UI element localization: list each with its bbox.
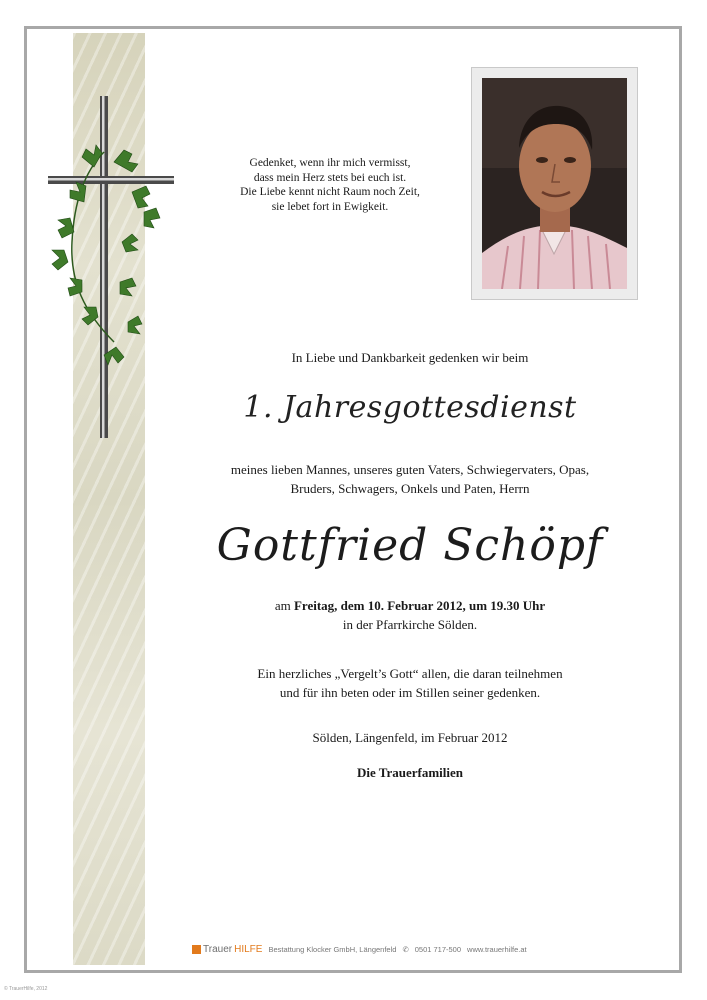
occasion-title: 1. Jahresgottesdienst bbox=[243, 390, 577, 425]
relation-line: Bruders, Schwagers, Onkels und Paten, Herrn bbox=[290, 481, 530, 496]
service-date-prefix: am bbox=[274, 598, 294, 613]
logo-mark-icon bbox=[192, 945, 201, 954]
thanks-line: Ein herzliches „Vergelt’s Gott“ allen, die daran teilnehmen bbox=[257, 666, 563, 681]
deceased-name: Gottfried Schöpf bbox=[216, 520, 604, 571]
service-date: Freitag, dem 10. Februar 2012, um 19.30 Uhr bbox=[293, 598, 546, 613]
trauerhilfe-logo bbox=[192, 944, 262, 955]
service-location: in der Pfarrkirche Sölden. bbox=[342, 617, 478, 632]
portrait-frame bbox=[471, 67, 638, 300]
footer-company: Bestattung Klocker GmbH, Längenfeld bbox=[268, 944, 397, 954]
signoff: Die Trauerfamilien bbox=[356, 765, 464, 780]
verse-line: Die Liebe kennt nicht Raum noch Zeit, bbox=[240, 186, 420, 198]
relation-text bbox=[150, 460, 670, 498]
memorial-verse bbox=[210, 156, 450, 214]
intro-text: In Liebe und Dankbarkeit gedenken wir beim bbox=[291, 350, 529, 365]
logo-text-part2: HILFE bbox=[234, 943, 263, 955]
phone-icon: ✆ bbox=[402, 944, 409, 954]
copyright: © TrauerHilfe, 2012 bbox=[4, 986, 48, 992]
footer-website[interactable]: www.trauerhilfe.at bbox=[467, 944, 527, 954]
footer-phone: 0501 717-500 bbox=[414, 944, 462, 954]
footer bbox=[192, 942, 527, 956]
place-date: Sölden, Längenfeld, im Februar 2012 bbox=[312, 730, 508, 745]
relation-line: meines lieben Mannes, unseres guten Vaters, Schwiegervaters, Opas, bbox=[230, 462, 590, 477]
verse-line: dass mein Herz stets bei euch ist. bbox=[253, 171, 407, 184]
portrait-photo bbox=[482, 78, 627, 289]
service-date-line bbox=[150, 596, 670, 615]
verse-line: sie lebet fort in Ewigkeit. bbox=[271, 200, 389, 213]
logo-text-part1: Trauer bbox=[203, 943, 233, 955]
thanks-text bbox=[150, 664, 670, 702]
thanks-line: und für ihn beten oder im Stillen seiner gedenken. bbox=[279, 685, 541, 700]
cross-icon bbox=[48, 96, 174, 438]
verse-line: Gedenket, wenn ihr mich vermisst, bbox=[249, 157, 411, 169]
service-details bbox=[150, 596, 670, 634]
